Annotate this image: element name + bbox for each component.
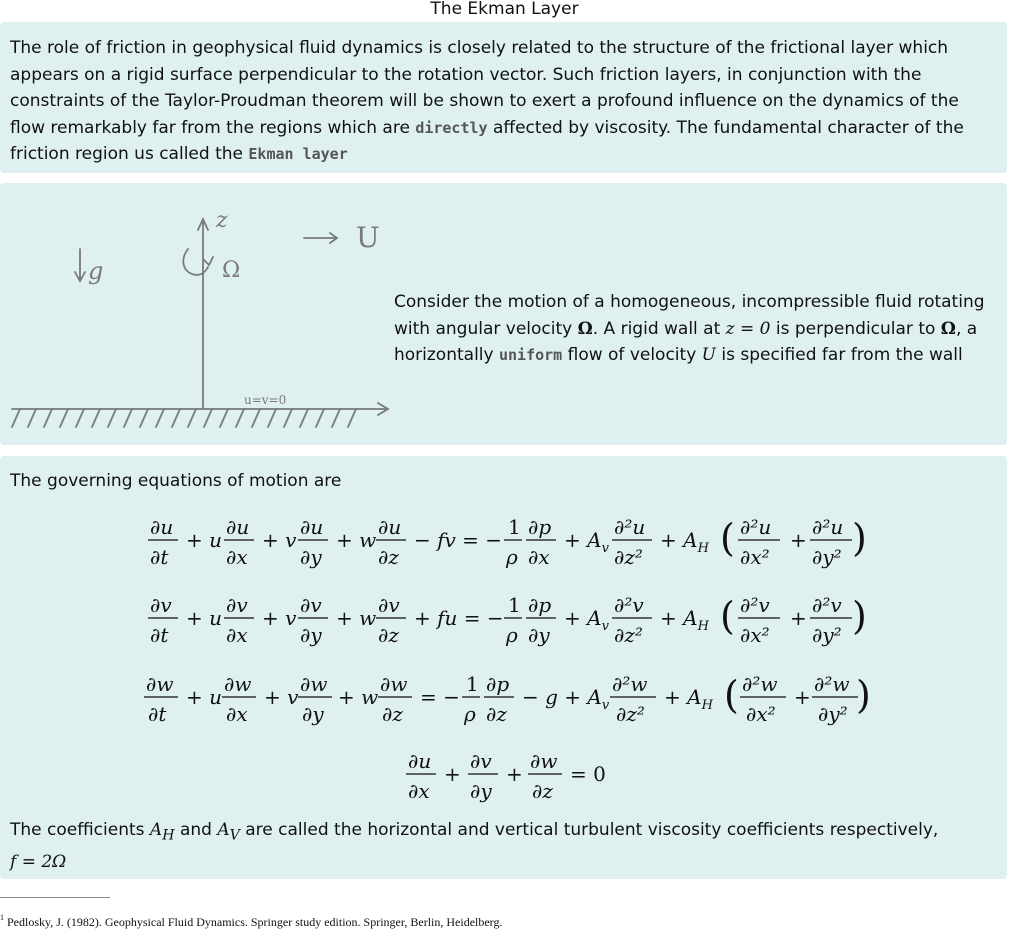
svg-text:+ u: + u <box>186 528 223 552</box>
svg-text:∂w: ∂w <box>530 749 558 773</box>
svg-text:+ v: + v <box>264 685 299 709</box>
svg-text:+ fu = −: + fu = − <box>414 606 504 630</box>
sketch-wall-condition: u=v=0 <box>244 393 287 407</box>
setup-text-3: is perpendicular to <box>770 318 941 339</box>
svg-text:∂²w: ∂²w <box>814 672 850 696</box>
svg-text:∂y²: ∂y² <box>818 702 848 726</box>
ah-symbol: $A_H$ <box>149 820 175 844</box>
svg-text:+ u: + u <box>186 606 223 630</box>
svg-text:): ) <box>852 516 867 560</box>
svg-text:∂x²: ∂x² <box>740 623 770 647</box>
svg-text:(: ( <box>724 673 739 717</box>
footnote-text: Pedlosky, J. (1982). Geophysical Fluid Dynamics. Springer study edition. Springer, Berlin, Heidelberg. <box>7 915 503 929</box>
svg-text:): ) <box>856 673 871 717</box>
svg-text:∂x: ∂x <box>528 545 550 569</box>
svg-text:= 0: = 0 <box>570 762 606 786</box>
svg-text:∂y: ∂y <box>470 779 492 803</box>
svg-text:∂y: ∂y <box>300 545 322 569</box>
svg-text:∂z: ∂z <box>382 702 403 726</box>
svg-text:∂²u: ∂²u <box>812 515 844 539</box>
svg-text:(: ( <box>720 594 735 638</box>
svg-text:∂x²: ∂x² <box>740 545 770 569</box>
svg-text:∂t: ∂t <box>150 623 169 647</box>
setup-card <box>0 183 1007 445</box>
coefficients-text-2: and <box>174 820 218 840</box>
svg-text:∂y: ∂y <box>528 623 550 647</box>
equations-card <box>0 456 1007 879</box>
svg-text:+: + <box>790 528 807 552</box>
svg-text:= −: = − <box>420 685 460 709</box>
gravity-arrow-icon <box>75 249 85 281</box>
svg-text:∂z²: ∂z² <box>614 545 643 569</box>
ekman-sketch <box>0 197 400 437</box>
equation-u-momentum <box>148 515 867 569</box>
svg-text:∂²w: ∂²w <box>612 672 648 696</box>
svg-text:1: 1 <box>508 593 521 617</box>
svg-text:(: ( <box>720 516 735 560</box>
svg-text:∂²u: ∂²u <box>740 515 772 539</box>
svg-text:∂u: ∂u <box>150 515 174 539</box>
svg-text:+ AH: + $A_H$ <box>664 685 713 713</box>
svg-text:∂z: ∂z <box>378 545 399 569</box>
svg-text:∂v: ∂v <box>226 593 248 617</box>
setup-description <box>394 289 994 369</box>
intro-code-directly: directly <box>415 118 488 137</box>
omega-symbol: Ω <box>577 318 593 339</box>
footnote-divider <box>0 897 110 898</box>
setup-text-1: Consider the motion of a homogeneous, incompressible fluid rotating with angular velocity <box>394 292 985 339</box>
svg-text:+ v: + v <box>262 606 297 630</box>
sketch-u-label: U <box>356 221 380 254</box>
svg-text:1: 1 <box>508 515 521 539</box>
svg-text:∂u: ∂u <box>226 515 250 539</box>
coefficients-text-3: are called the horizontal and vertical turbulent viscosity coefficients respectively, <box>239 820 939 840</box>
setup-code-uniform: uniform <box>498 346 563 364</box>
equations-intro: The governing equations of motion are <box>10 471 342 491</box>
svg-text:∂y: ∂y <box>300 623 322 647</box>
rotation-curl-icon <box>183 249 213 275</box>
svg-text:∂z: ∂z <box>486 702 507 726</box>
svg-text:∂x: ∂x <box>226 623 248 647</box>
svg-text:∂²v: ∂²v <box>812 593 842 617</box>
svg-text:∂x: ∂x <box>408 779 430 803</box>
svg-text:∂v: ∂v <box>150 593 172 617</box>
svg-text:+ v: + v <box>262 528 297 552</box>
coefficients-text <box>10 817 1000 875</box>
svg-text:+ AH: + $A_H$ <box>660 528 709 556</box>
svg-text:∂p: ∂p <box>528 515 552 539</box>
svg-text:∂w: ∂w <box>380 672 408 696</box>
svg-text:∂y: ∂y <box>302 702 324 726</box>
av-symbol: $A_V$ <box>217 820 240 844</box>
svg-text:∂²v: ∂²v <box>740 593 770 617</box>
svg-text:+: + <box>790 606 807 630</box>
svg-text:∂p: ∂p <box>528 593 552 617</box>
intro-card <box>0 22 1007 173</box>
equation-continuity <box>406 749 606 803</box>
svg-text:∂t: ∂t <box>150 545 169 569</box>
svg-text:+: + <box>506 762 523 786</box>
svg-text:∂u: ∂u <box>300 515 324 539</box>
svg-text:+ w: + w <box>336 606 377 630</box>
svg-text:∂w: ∂w <box>224 672 252 696</box>
equation-w-momentum <box>144 672 871 726</box>
sketch-omega-label: Ω <box>222 258 241 283</box>
svg-text:∂y²: ∂y² <box>812 623 842 647</box>
svg-text:+ AH: + $A_H$ <box>660 606 709 634</box>
svg-text:+: + <box>444 762 461 786</box>
svg-text:∂t: ∂t <box>148 702 167 726</box>
svg-text:+ Av: + $A_v$ <box>564 606 609 634</box>
svg-text:∂z: ∂z <box>378 623 399 647</box>
svg-text:∂²u: ∂²u <box>614 515 646 539</box>
equation-v-momentum <box>148 593 867 647</box>
footnote <box>0 914 1000 930</box>
svg-text:+ w: + w <box>336 528 377 552</box>
setup-text-6: is specified far from the wall <box>715 345 963 365</box>
svg-text:ρ: ρ <box>464 702 476 726</box>
svg-text:∂²v: ∂²v <box>614 593 644 617</box>
svg-text:− fv = −: − fv = − <box>414 528 503 552</box>
svg-text:∂x: ∂x <box>226 545 248 569</box>
footnote-marker: 1 <box>0 913 4 922</box>
governing-equations <box>0 504 1007 804</box>
intro-text-1: The role of friction in geophysical fluid dynamics is closely related to the structure of the frictional layer which appears on a rigid surface perpendicular to the rotation vector. Such friction layers, in conjunction with the constraints of the Taylor-Proudman theorem will be shown to exert a profound influence on the dynamics of the flow remarkably far from the regions which are <box>10 38 959 138</box>
svg-text:+ Av: + $A_v$ <box>564 528 609 556</box>
svg-text:∂z²: ∂z² <box>616 702 645 726</box>
svg-text:∂x: ∂x <box>226 702 248 726</box>
svg-text:− g + Av: − $g + A_v$ <box>522 685 610 713</box>
intro-text-2: affected by viscosity. The fundamental character of the friction region us called the <box>10 117 964 164</box>
svg-text:+: + <box>794 685 811 709</box>
setup-text-5: flow of velocity <box>562 345 702 365</box>
svg-text:∂u: ∂u <box>378 515 402 539</box>
svg-text:+ u: + u <box>186 685 223 709</box>
svg-text:∂w: ∂w <box>146 672 174 696</box>
intro-paragraph <box>10 35 997 168</box>
omega-symbol-2: Ω <box>940 318 956 339</box>
svg-text:∂v: ∂v <box>470 749 492 773</box>
svg-text:1: 1 <box>466 672 479 696</box>
sketch-g-label: g <box>88 257 104 285</box>
sketch-z-label: z <box>216 208 228 233</box>
setup-text-2: . A rigid wall at <box>592 318 726 339</box>
svg-text:∂z²: ∂z² <box>614 623 643 647</box>
svg-text:∂p: ∂p <box>486 672 510 696</box>
svg-text:∂w: ∂w <box>300 672 328 696</box>
svg-text:∂v: ∂v <box>300 593 322 617</box>
z-axis-line <box>198 219 208 409</box>
svg-text:∂v: ∂v <box>378 593 400 617</box>
velocity-symbol: U <box>701 345 716 365</box>
coefficients-text-1: The coefficients <box>10 820 150 840</box>
svg-text:ρ: ρ <box>506 623 518 647</box>
svg-text:∂²w: ∂²w <box>742 672 778 696</box>
svg-text:∂u: ∂u <box>408 749 432 773</box>
flow-arrow-icon <box>304 233 337 243</box>
intro-code-ekman-layer: Ekman layer <box>248 145 348 163</box>
svg-text:): ) <box>852 594 867 638</box>
svg-text:+ w: + w <box>338 685 379 709</box>
page-title: The Ekman Layer <box>430 0 579 19</box>
f-definition: f = 2Ω <box>10 851 67 872</box>
svg-text:∂y²: ∂y² <box>812 545 842 569</box>
svg-text:ρ: ρ <box>506 545 518 569</box>
svg-text:∂x²: ∂x² <box>746 702 776 726</box>
wall-equation: z = 0 <box>725 318 771 339</box>
setup-text-4: , a horizontally <box>394 318 978 365</box>
wall-hatching <box>12 409 356 427</box>
svg-text:∂z: ∂z <box>532 779 553 803</box>
